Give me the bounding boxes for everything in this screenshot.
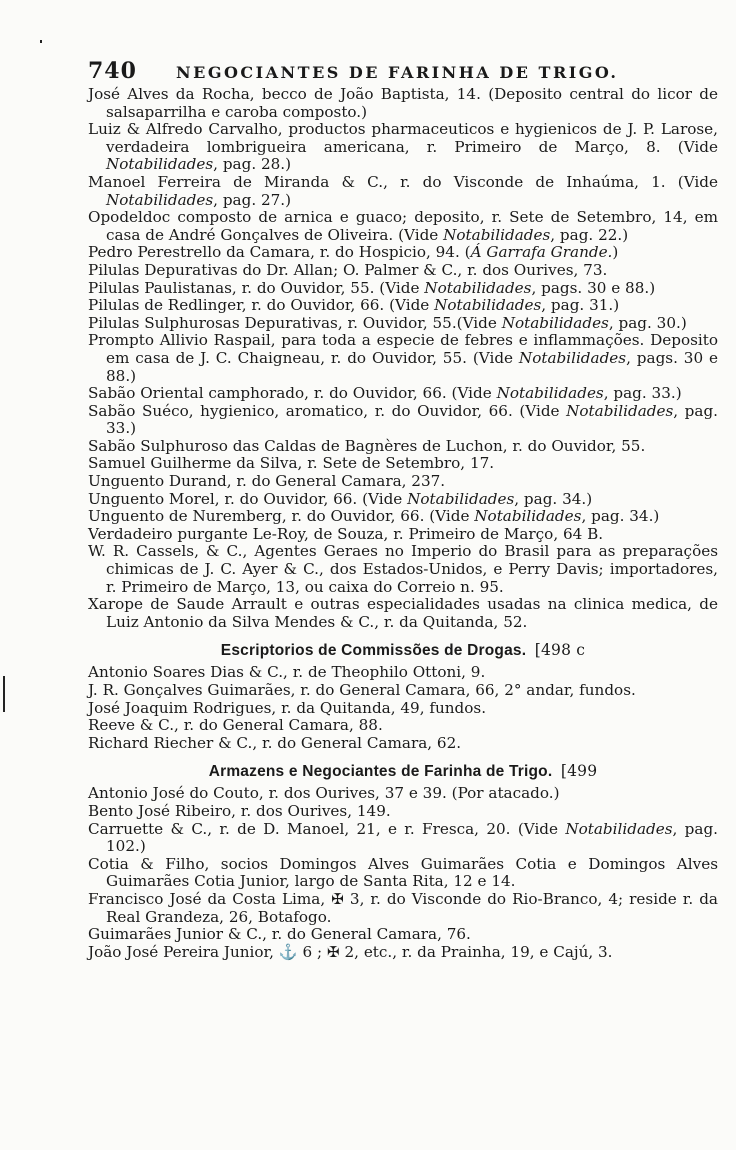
margin-mark — [40, 40, 42, 43]
entry-text: , pags. 30 e 88.) — [531, 278, 656, 297]
entry-text: , pag. 102.) — [106, 819, 718, 856]
entry-text: W. R. Cassels, & C., Agentes Geraes no Imperio do Brasil para as preparações chimicas de J. C. Ayer & C., dos Estados-Unidos, e Perry Davis; importadores, r. Primeiro de Março, 13, ou caixa do Correio n. 95. — [88, 542, 718, 596]
entry-text: , pags. 30 e 88.) — [106, 348, 719, 385]
running-head: NEGOCIANTES DE FARINHA DE TRIGO. — [176, 63, 619, 82]
entry-text: Unguento Durand, r. do General Camara, 237. — [88, 472, 446, 491]
directory-entry — [88, 473, 718, 491]
page-header — [88, 58, 718, 84]
directory-entry — [88, 891, 718, 926]
directory-entry — [88, 403, 718, 438]
entry-text: José Joaquim Rodrigues, r. da Quitanda, 49, fundos. — [88, 698, 487, 717]
entries-list-top — [88, 86, 718, 631]
entry-text: Francisco José da Costa Lima, ✠ 3, r. do Visconde do Rio-Branco, 4; reside r. da Real Grandeza, 26, Botafogo. — [88, 889, 718, 926]
entry-text: , pag. 27.) — [213, 190, 292, 209]
entry-reference: Notabilidades — [424, 278, 532, 297]
entry-text: , pag. 33.) — [106, 401, 719, 438]
entry-text: Opodeldoc composto de arnica e guaco; deposito, r. Sete de Setembro, 14, em casa de André Gonçalves de Oliveira. (Vide — [88, 208, 718, 244]
entry-reference: Notabilidades — [565, 819, 673, 838]
entry-reference: Notabilidades — [106, 155, 214, 174]
section-heading-commissoes — [88, 641, 718, 660]
entry-text: Xarope de Saude Arrault e outras especialidades usadas na clinica medica, de Luiz Antonio da Silva Mendes & C., r. da Quitanda, 52. — [88, 595, 718, 631]
entry-text: Unguento de Nuremberg, r. do Ouvidor, 66. (Vide — [88, 507, 475, 526]
entry-text: Carruette & C., r. de D. Manoel, 21, e r. Fresca, 20. (Vide — [88, 819, 566, 838]
entry-text: Richard Riecher & C., r. do General Camara, 62. — [88, 733, 462, 752]
entry-reference: Notabilidades — [443, 225, 551, 244]
section-heading-farinha — [88, 762, 718, 781]
entry-text: Pilulas Paulistanas, r. do Ouvidor, 55. (Vide — [88, 278, 425, 297]
entry-text: Pedro Perestrello da Camara, r. do Hospicio, 94. ( — [88, 243, 471, 262]
directory-entry — [88, 856, 718, 891]
entry-reference: Notabilidades — [501, 313, 609, 332]
section-ref: [499 — [560, 762, 598, 781]
directory-entry — [88, 803, 718, 821]
section-title: Armazens e Negociantes de Farinha de Trigo. — [208, 763, 553, 781]
entry-text: , pag. 33.) — [603, 384, 682, 403]
entry-reference: Notabilidades — [518, 348, 627, 367]
directory-entry — [88, 315, 718, 333]
entry-text: Antonio Soares Dias & C., r. de Theophilo Ottoni, 9. — [88, 663, 486, 682]
directory-entry — [88, 944, 718, 962]
entry-reference: Notabilidades — [496, 384, 604, 403]
entry-text: Cotia & Filho, socios Domingos Alves Guimarães Cotia e Domingos Alves Guimarães Cotia Junior, largo de Santa Rita, 12 e 14. — [88, 854, 718, 891]
entry-reference: Á Garrafa Grande. — [470, 243, 613, 262]
entry-reference: Notabilidades — [434, 296, 542, 315]
directory-entry — [88, 86, 718, 121]
entry-text: Luiz & Alfredo Carvalho, productos pharmaceuticos e hygienicos de J. P. Larose, verdadeira lombrigueira americana, r. Primeiro de Março, 8. (Vide — [88, 120, 718, 156]
entry-text: , pag. 34.) — [514, 489, 593, 508]
directory-entry — [88, 508, 718, 526]
entry-text: Pilulas Sulphurosas Depurativas, r. Ouvidor, 55.(Vide — [88, 313, 502, 332]
directory-entry — [88, 121, 718, 174]
directory-entry — [88, 438, 718, 456]
directory-entry — [88, 385, 718, 403]
directory-entry — [88, 785, 718, 803]
entry-text: Bento José Ribeiro, r. dos Ourives, 149. — [88, 801, 391, 820]
binding-mark — [3, 676, 5, 712]
page-number: 740 — [88, 58, 137, 84]
entry-text: Sabão Sulphuroso das Caldas de Bagnères de Luchon, r. do Ouvidor, 55. — [88, 436, 646, 455]
entry-text: ) — [612, 243, 619, 262]
entry-text: Verdadeiro purgante Le-Roy, de Souza, r. Primeiro de Março, 64 B. — [88, 524, 604, 543]
directory-entry — [88, 735, 718, 753]
entry-text: Unguento Morel, r. do Ouvidor, 66. (Vide — [88, 489, 408, 508]
entry-text: Pilulas de Redlinger, r. do Ouvidor, 66. (Vide — [88, 296, 435, 315]
entry-text: Prompto Allivio Raspail, para toda a especie de febres e inflammações. Deposito em casa de J. C. Chaigneau, r. do Ouvidor, 55. (Vide — [88, 331, 718, 367]
directory-entry — [88, 717, 718, 735]
directory-entry — [88, 526, 718, 544]
entry-text: , pag. 31.) — [541, 296, 620, 315]
entry-text: , pag. 28.) — [213, 155, 292, 174]
entry-text: Samuel Guilherme da Silva, r. Sete de Setembro, 17. — [88, 454, 495, 473]
directory-entry — [88, 664, 718, 682]
entry-reference: Notabilidades — [106, 190, 214, 209]
directory-entry — [88, 332, 718, 385]
section-title: Escriptorios de Commissões de Drogas. — [220, 642, 527, 660]
entry-reference: Notabilidades — [474, 507, 582, 526]
entry-text: J. R. Gonçalves Guimarães, r. do General Camara, 66, 2° andar, fundos. — [88, 681, 636, 699]
entry-text: , pag. 34.) — [581, 507, 660, 526]
entry-text: , pag. 22.) — [550, 225, 629, 244]
entry-text: Reeve & C., r. do General Camara, 88. — [88, 716, 383, 735]
entry-text: Antonio José do Couto, r. dos Ourives, 37 e 39. (Por atacado.) — [88, 784, 560, 803]
entries-list-farinha — [88, 785, 718, 961]
section-ref: [498 c — [534, 641, 586, 660]
directory-entry — [88, 244, 718, 262]
entries-list-commissoes — [88, 664, 718, 752]
directory-entry — [88, 209, 718, 244]
entry-text: Guimarães Junior & C., r. do General Camara, 76. — [88, 925, 471, 944]
directory-entry — [88, 297, 718, 315]
directory-entry — [88, 596, 718, 631]
directory-entry — [88, 280, 718, 298]
directory-entry — [88, 926, 718, 944]
entry-text: José Alves da Rocha, becco de João Baptista, 14. (Deposito central do licor de salsaparrilha e caroba composto.) — [88, 85, 718, 121]
entry-reference: Notabilidades — [407, 489, 515, 508]
entry-text: Sabão Oriental camphorado, r. do Ouvidor, 66. (Vide — [88, 384, 497, 403]
directory-entry — [88, 682, 718, 700]
entry-text: , pag. 30.) — [608, 313, 687, 332]
entry-text: Manoel Ferreira de Miranda & C., r. do Visconde de Inhaúma, 1. (Vide — [88, 172, 718, 191]
entry-text: Sabão Suéco, hygienico, aromatico, r. do Ouvidor, 66. (Vide — [88, 401, 567, 420]
entry-text: João José Pereira Junior, ⚓ 6 ; ✠ 2, etc., r. da Prainha, 19, e Cajú, 3. — [88, 942, 613, 961]
page — [88, 58, 718, 961]
entry-text: Pilulas Depurativas do Dr. Allan; O. Palmer & C., r. dos Ourives, 73. — [88, 260, 608, 279]
entry-reference: Notabilidades — [566, 401, 674, 420]
directory-entry — [88, 455, 718, 473]
directory-entry — [88, 543, 718, 596]
directory-entry — [88, 821, 718, 856]
directory-entry — [88, 262, 718, 280]
directory-entry — [88, 700, 718, 718]
directory-entry — [88, 491, 718, 509]
directory-entry — [88, 174, 718, 209]
